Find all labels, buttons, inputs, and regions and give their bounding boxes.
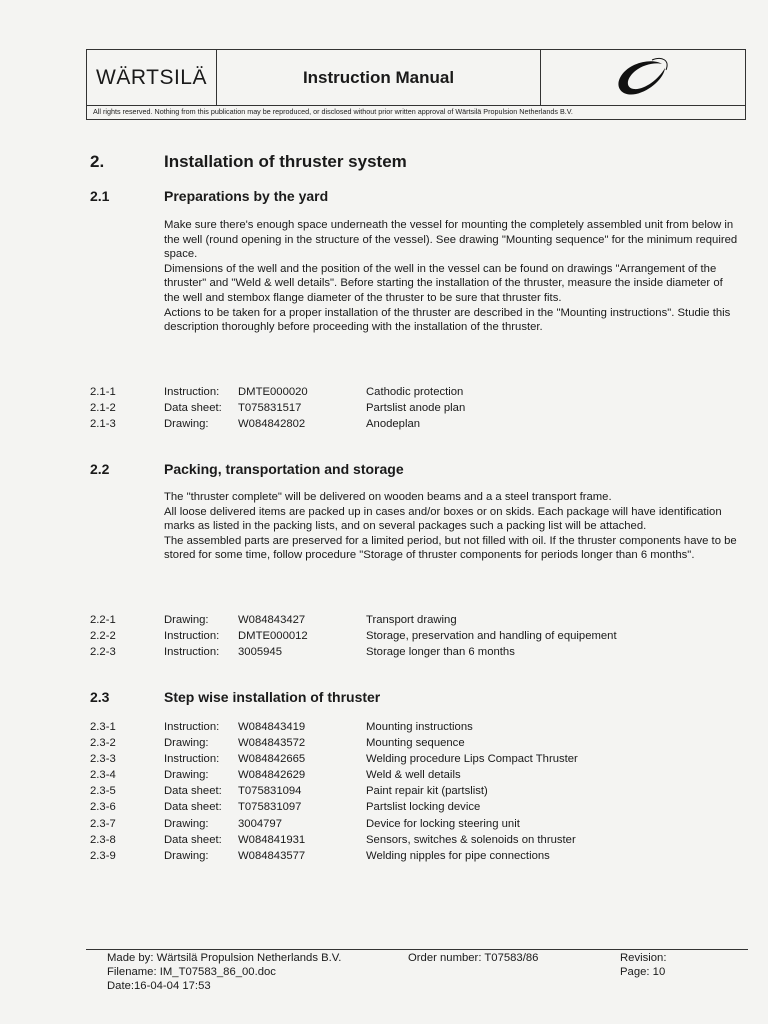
- ref-description: Mounting sequence: [366, 737, 465, 749]
- ref-type: Instruction:: [164, 630, 220, 642]
- ref-type: Data sheet:: [164, 801, 222, 813]
- paragraph: Actions to be taken for a proper installation of the thruster are described in the "Mounting instructions". Studie this description thoroughly before proceeding with the installation of the thruster.: [164, 306, 731, 334]
- ref-number: 2.1-1: [90, 386, 116, 398]
- reference-row: [0, 783, 768, 799]
- paragraph: Dimensions of the well and the position of the well in the vessel can be found on drawings "Arrangement of the thruster" and "Weld & well details". Before starting the installation of the thruster, measure the inside diameter of the well and stembox flange diameter of the thruster to be sure that thruster fits.: [164, 262, 723, 304]
- ref-number: 2.3-5: [90, 785, 116, 797]
- ref-description: Partslist anode plan: [366, 402, 466, 414]
- ref-code: W084843577: [238, 850, 306, 862]
- ref-code: DMTE000012: [238, 630, 308, 642]
- section-body: [164, 490, 739, 563]
- reference-row: [0, 816, 768, 832]
- chapter-number: 2.: [90, 152, 105, 171]
- footer-page: Page: 10: [620, 966, 666, 978]
- ref-code: 3005945: [238, 646, 282, 658]
- section-title: Packing, transportation and storage: [164, 461, 404, 477]
- footer-divider: [86, 949, 748, 950]
- footer-order-number: Order number: T07583/86: [408, 952, 539, 964]
- section-number: 2.2: [90, 461, 110, 477]
- footer-filename: Filename: IM_T07583_86_00.doc: [107, 966, 276, 978]
- reference-row: [0, 628, 768, 644]
- ref-number: 2.1-2: [90, 402, 116, 414]
- ref-number: 2.3-2: [90, 737, 116, 749]
- footer-made-by: Made by: Wärtsilä Propulsion Netherlands B.V.: [107, 952, 342, 964]
- paragraph: All loose delivered items are packed up in cases and/or boxes or on skids. Each package will have identification marks as listed in the packing lists, and on several packages such a packing list will be attached.: [164, 505, 722, 533]
- ref-number: 2.3-9: [90, 850, 116, 862]
- reference-row: [0, 612, 768, 628]
- ref-code: W084843572: [238, 737, 306, 749]
- section-number: 2.1: [90, 188, 110, 204]
- ref-code: W084842665: [238, 753, 306, 765]
- ref-type: Instruction:: [164, 386, 220, 398]
- ref-description: Cathodic protection: [366, 386, 464, 398]
- wartsila-emblem-icon: [541, 50, 745, 105]
- ref-number: 2.3-6: [90, 801, 116, 813]
- ref-number: 2.2-2: [90, 630, 116, 642]
- ref-type: Data sheet:: [164, 785, 222, 797]
- ref-description: Mounting instructions: [366, 721, 473, 733]
- reference-row: [0, 848, 768, 864]
- ref-description: Transport drawing: [366, 614, 457, 626]
- footer-date: Date:16-04-04 17:53: [107, 980, 211, 992]
- paragraph: The assembled parts are preserved for a limited period, but not filled with oil. If the thruster components have to be stored for some time, follow procedure "Storage of thruster components for periods longer than 6 months".: [164, 534, 737, 562]
- ref-description: Weld & well details: [366, 769, 461, 781]
- company-logo: WÄRTSILÄ: [87, 50, 217, 105]
- ref-code: T075831094: [238, 785, 302, 797]
- ref-type: Instruction:: [164, 753, 220, 765]
- document-title: Instruction Manual: [217, 50, 541, 105]
- document-header: [86, 49, 746, 120]
- ref-type: Drawing:: [164, 769, 209, 781]
- ref-number: 2.1-3: [90, 418, 116, 430]
- section-body: [164, 218, 739, 335]
- ref-number: 2.2-1: [90, 614, 116, 626]
- ref-code: W084843427: [238, 614, 306, 626]
- ref-description: Anodeplan: [366, 418, 421, 430]
- ref-description: Sensors, switches & solenoids on thruster: [366, 834, 576, 846]
- reference-row: [0, 400, 768, 416]
- ref-type: Drawing:: [164, 850, 209, 862]
- ref-type: Drawing:: [164, 614, 209, 626]
- ref-code: DMTE000020: [238, 386, 308, 398]
- ref-description: Storage, preservation and handling of equipement: [366, 630, 617, 642]
- section-title: Preparations by the yard: [164, 188, 329, 204]
- ref-code: T075831517: [238, 402, 302, 414]
- reference-row: [0, 719, 768, 735]
- ref-description: Storage longer than 6 months: [366, 646, 515, 658]
- ref-type: Drawing:: [164, 418, 209, 430]
- ref-type: Drawing:: [164, 818, 209, 830]
- footer-revision: Revision:: [620, 952, 667, 964]
- ref-type: Data sheet:: [164, 834, 222, 846]
- ref-type: Data sheet:: [164, 402, 222, 414]
- section-title: Step wise installation of thruster: [164, 689, 381, 705]
- ref-description: Paint repair kit (partslist): [366, 785, 488, 797]
- ref-number: 2.3-3: [90, 753, 116, 765]
- chapter-title: Installation of thruster system: [164, 152, 407, 171]
- header-row: [87, 50, 745, 106]
- ref-description: Partslist locking device: [366, 801, 481, 813]
- reference-row: [0, 735, 768, 751]
- reference-row: [0, 384, 768, 400]
- ref-description: Device for locking steering unit: [366, 818, 520, 830]
- paragraph: The "thruster complete" will be delivered on wooden beams and a a steel transport frame.: [164, 491, 612, 503]
- ref-type: Instruction:: [164, 721, 220, 733]
- ref-type: Drawing:: [164, 737, 209, 749]
- ref-number: 2.3-8: [90, 834, 116, 846]
- ref-number: 2.3-1: [90, 721, 116, 733]
- ref-type: Instruction:: [164, 646, 220, 658]
- reference-row: [0, 751, 768, 767]
- ref-code: W084843419: [238, 721, 306, 733]
- reference-row: [0, 644, 768, 660]
- ref-number: 2.3-7: [90, 818, 116, 830]
- ref-number: 2.2-3: [90, 646, 116, 658]
- ref-code: T075831097: [238, 801, 302, 813]
- reference-row: [0, 832, 768, 848]
- reference-row: [0, 799, 768, 815]
- ref-description: Welding procedure Lips Compact Thruster: [366, 753, 578, 765]
- copyright-notice: All rights reserved. Nothing from this publication may be reproduced, or disclosed without prior written approval of Wärtsilä Propulsion Netherlands B.V.: [93, 107, 573, 116]
- reference-row: [0, 767, 768, 783]
- ref-code: W084841931: [238, 834, 306, 846]
- ref-number: 2.3-4: [90, 769, 116, 781]
- ref-description: Welding nipples for pipe connections: [366, 850, 550, 862]
- ref-code: 3004797: [238, 818, 282, 830]
- ref-code: W084842802: [238, 418, 306, 430]
- ref-code: W084842629: [238, 769, 306, 781]
- section-number: 2.3: [90, 689, 110, 705]
- paragraph: Make sure there's enough space underneath the vessel for mounting the completely assembled unit from below in the well (round opening in the structure of the vessel). See drawing "Mounting sequence" for the minimum required space.: [164, 219, 738, 261]
- reference-row: [0, 416, 768, 432]
